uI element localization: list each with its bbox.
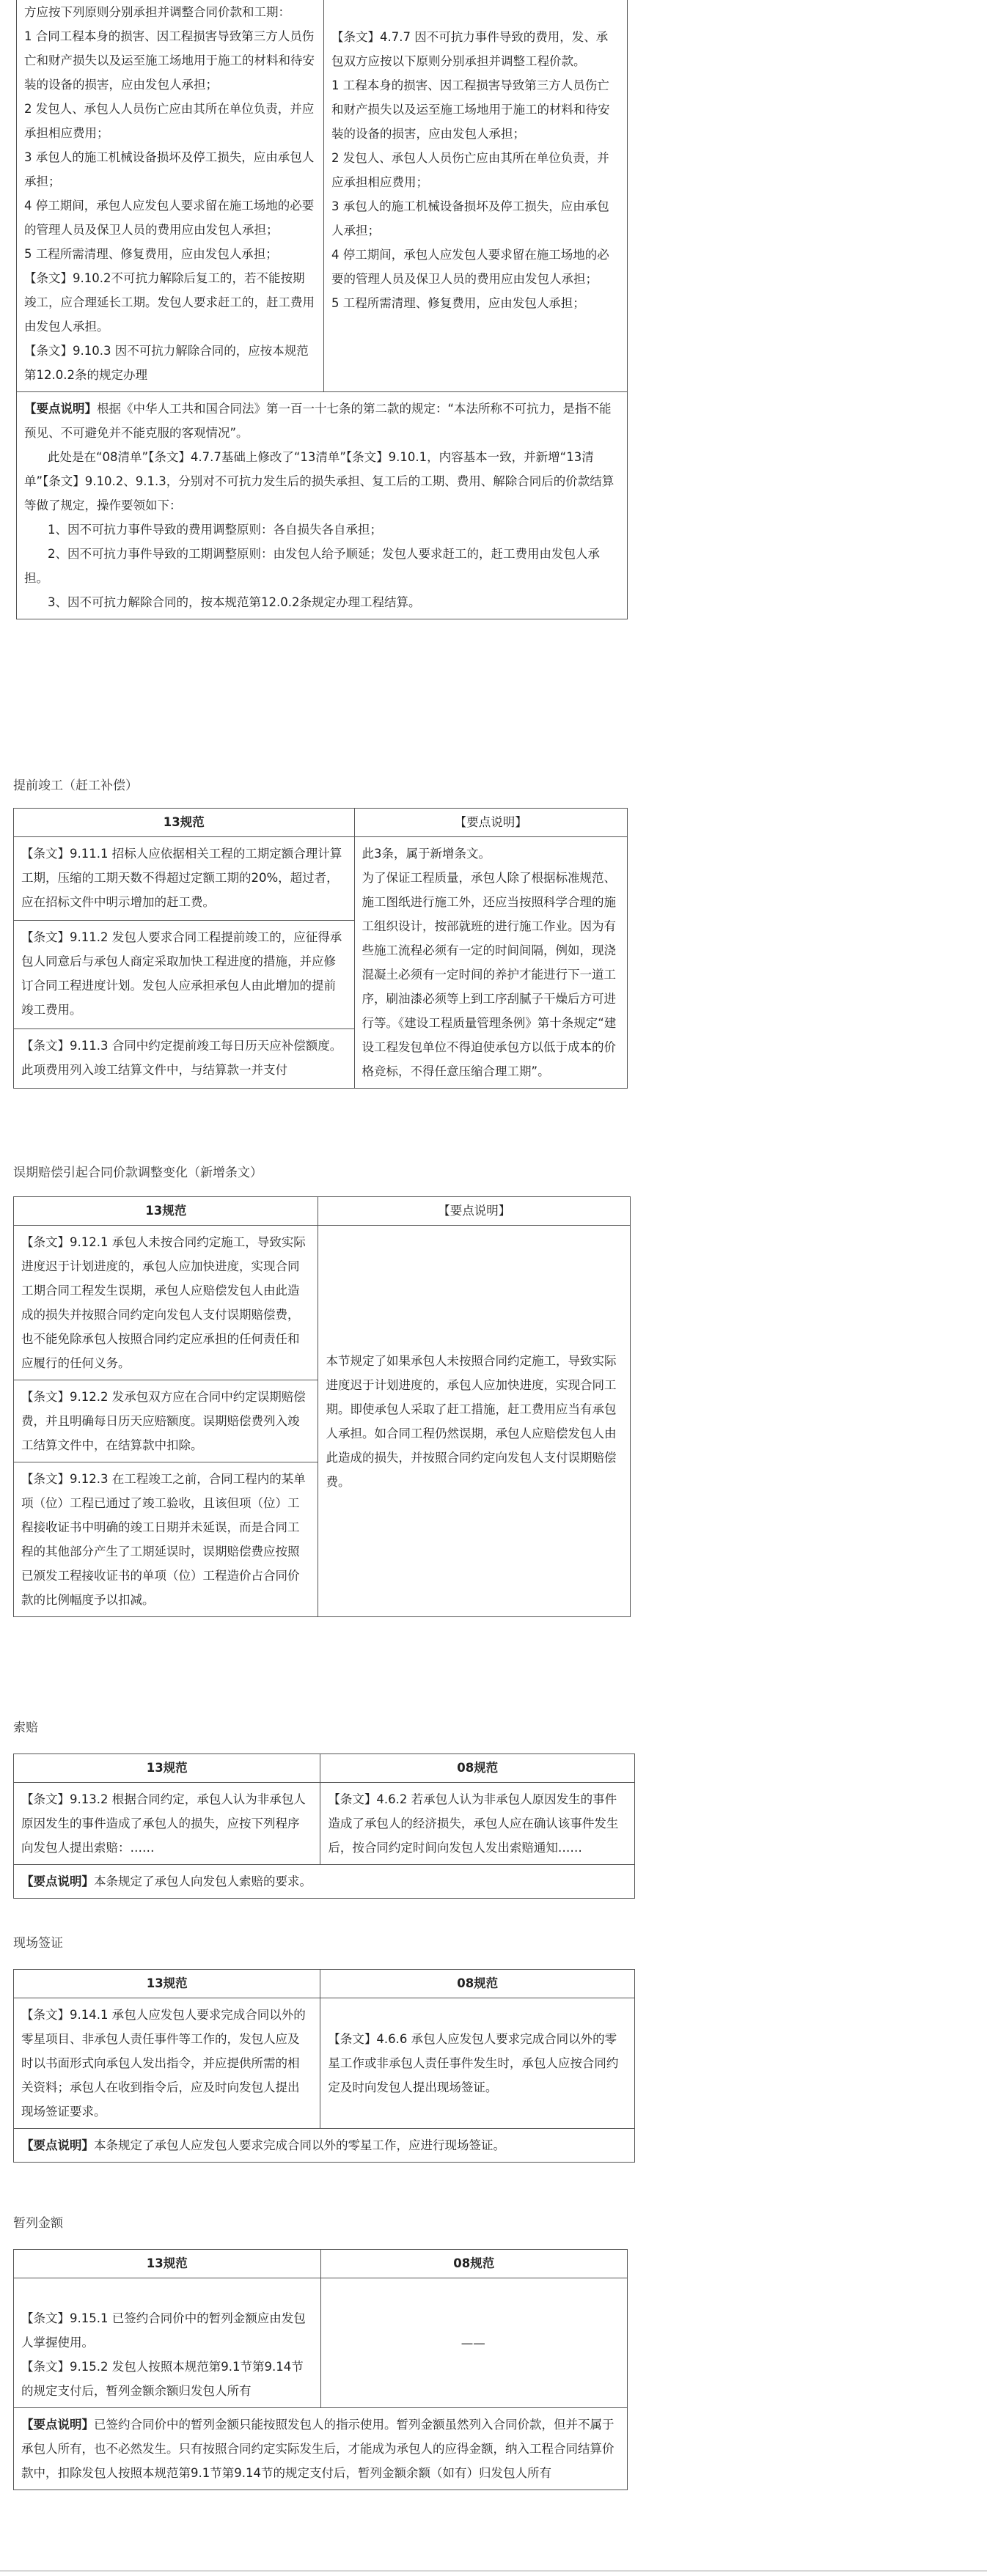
clause-cell: 【条文】9.11.2 发包人要求合同工程提前竣工的，应征得承包人同意后与承包人商定采取加快工程进度的措施，并应修订合同工程进度计划。发包人应承担承包人由此增加的提前竣工费用。: [14, 921, 355, 1029]
section-title: 现场签证: [13, 1936, 63, 1951]
clause-cell: 【条文】9.11.3 合同中约定提前竣工每日历天应补偿额度。此项费用列入竣工结算文件中，与结算款一并支付: [14, 1029, 355, 1089]
clause-text: 【条文】9.10.2不可抗力解除后复工的，若不能按期竣工，应合理延长工期。发包人要求赶工的，赶工费用由发包人承担。: [24, 271, 315, 334]
clause-text: 1 合同工程本身的损害、因工程损害导致第三方人员伤亡和财产损失以及运至施工场地用于施工的材料和待安装的设备的损害，应由发包人承担；: [24, 29, 315, 92]
column-header: 13规范: [14, 1754, 320, 1783]
delay-damages-table: [13, 1196, 631, 1617]
clause-cell: 【条文】4.6.2 若承包人认为非承包人原因发生的事件造成了承包人的经济损失，承包人应在确认该事件发生后，按合同约定时间向发包人发出索赔通知……: [320, 1783, 635, 1865]
page-divider: [0, 2570, 987, 2572]
column-header: 【要点说明】: [354, 809, 627, 837]
claims-table-block: [13, 1753, 635, 1899]
clause-cell: 【条文】9.12.1 承包人未按合同约定施工，导致实际进度迟于计划进度的，承包人应加快进度，实现合同工期合同工程发生误期，承包人应赔偿发包人由此造成的损失并按照合同约定向发包人支付误期赔偿费，也不能免除承包人按照合同约定应承担的任何责任和应履行的任何义务。: [14, 1226, 318, 1380]
table-row: [14, 2278, 628, 2408]
clause-cell: 【条文】4.6.6 承包人应发包人要求完成合同以外的零星工作或非承包人责任事件发生时，承包人应按合同约定及时向发包人提出现场签证。: [320, 1998, 635, 2129]
clause-13-cell: [17, 0, 324, 392]
clause-08-cell: [323, 0, 627, 392]
clause-cell: 【条文】9.14.1 承包人应发包人要求完成合同以外的零星项目、非承包人责任事件等工作的，发包人应及时以书面形式向承包人发出指令，并应提供所需的相关资料；承包人在收到指令后，应及时向发包人提出现场签证要求。: [14, 1998, 320, 2129]
column-header: 08规范: [320, 2250, 628, 2278]
site-visa-table: [13, 1969, 635, 2163]
section-title: 提前竣工（赶工补偿）: [13, 779, 138, 793]
clause-text: 3 承包人的施工机械设备损坏及停工损失，应由承包人承担；: [24, 150, 315, 188]
provisional-sum-table-block: [13, 2249, 628, 2490]
table-row: [14, 837, 628, 921]
clause-text: 4 停工期间，承包人应发包人要求留在施工场地的必要的管理人员及保卫人员的费用应由发包人承担；: [24, 199, 315, 237]
force-majeure-table: [16, 0, 628, 619]
section-title: 索赔: [13, 1721, 38, 1735]
delay-damages-table-block: [13, 1196, 631, 1617]
clause-cell: 【条文】9.12.2 发承包双方应在合同中约定误期赔偿费，并且明确每日历天应赔额度。误期赔偿费列入竣工结算文件中，在结算款中扣除。: [14, 1380, 318, 1462]
column-header: 13规范: [14, 1197, 318, 1226]
key-points-paragraph: 1、因不可抗力事件导致的费用调整原则：各自损失各自承担；: [48, 523, 382, 537]
site-visa-table-block: [13, 1969, 635, 2163]
key-points-label: 【要点说明】: [24, 402, 97, 416]
clause-text: 5 工程所需清理、修复费用，应由发包人承担；: [24, 247, 278, 261]
key-points-cell: 本节规定了如果承包人未按照合同约定施工，导致实际进度迟于计划进度的，承包人应加快进度，实现合同工期。即使承包人采取了赶工措施，赶工费用应当有承包人承担。如合同工程仍然误期，承包人应赔偿发包人由此造成的损失，并按照合同约定向发包人支付误期赔偿费。: [318, 1226, 631, 1617]
empty-clause-cell: ——: [320, 2278, 628, 2408]
clause-text: 【条文】9.10.3 因不可抗力解除合同的，应按本规范第12.0.2条的规定办理: [24, 344, 309, 382]
clause-text: 3 承包人的施工机械设备损坏及停工损失，应由承包人承担；: [331, 199, 609, 238]
table-row: [14, 1783, 635, 1865]
column-header: 13规范: [14, 2250, 321, 2278]
key-points-paragraph: 【要点说明】根据《中华人工共和国合同法》第一百一十七条的第二款的规定：“本法所称不可抗力，是指不能预见、不可避免并不能克服的客观情况”。: [24, 402, 612, 440]
table-header-row: [14, 809, 628, 837]
column-header: 13规范: [14, 1970, 320, 1998]
column-header: 08规范: [320, 1970, 635, 1998]
table-row: [14, 1226, 631, 1380]
clause-text: 【条文】9.15.2 发包人按照本规范第9.1节第9.14节的规定支付后，暂列金额余额归发包人所有: [21, 2360, 304, 2398]
key-points-label: 【要点说明】: [21, 2418, 94, 2432]
key-points-paragraph: 为了保证工程质量，承包人除了根据标准规范、施工图纸进行施工外，还应当按照科学合理的施工组织设计，按部就班的进行施工作业。因为有些施工流程必须有一定的时间间隔，例如，现浇混凝土必须有一定时间的养护才能进行下一道工序，刷油漆必须等上到工序刮腻子干燥后方可进行等。《建设工程质量管理条例》第十条规定“建设工程发包单位不得迫使承包方以低于成本的价格竞标，不得任意压缩合理工期”。: [362, 871, 617, 1078]
early-completion-table-block: [13, 808, 628, 1089]
key-points-cell: [17, 392, 628, 619]
table-row: [14, 1998, 635, 2129]
key-points-paragraph: 此3条，属于新增条文。: [362, 847, 491, 861]
clause-text: 1 工程本身的损害、因工程损害导致第三方人员伤亡和财产损失以及运至施工场地用于施工的材料和待安装的设备的损害，应由发包人承担；: [331, 78, 610, 141]
provisional-sum-table: [13, 2249, 628, 2490]
key-points-label: 【要点说明】: [21, 1874, 94, 1888]
table-header-row: [14, 1970, 635, 1998]
clause-text: 【条文】9.15.1 已签约合同价中的暂列金额应由发包人掌握使用。: [21, 2311, 306, 2349]
key-points-cell: 【要点说明】本条规定了承包人应发包人要求完成合同以外的零星工作，应进行现场签证。: [14, 2129, 635, 2163]
clause-text: 2 发包人、承包人人员伤亡应由其所在单位负责，并应承担相应费用；: [331, 151, 609, 189]
force-majeure-table-block: [16, 0, 628, 619]
table-row: [14, 2408, 628, 2490]
clause-text: 5 工程所需清理、修复费用，应由发包人承担；: [331, 296, 585, 310]
key-points-cell: [354, 837, 627, 1089]
table-row: [17, 0, 628, 392]
table-row: [17, 392, 628, 619]
section-title: 暂列金额: [13, 2216, 63, 2231]
clause-cell: [14, 2278, 321, 2408]
clause-text: 【条文】4.7.7 因不可抗力事件导致的费用，发、承包双方应按以下原则分别承担并调整工程价款。: [331, 30, 609, 68]
claims-table: [13, 1753, 635, 1899]
clause-text: 2 发包人、承包人人员伤亡应由其所在单位负责，并应承担相应费用；: [24, 102, 315, 140]
key-points-paragraph: 此处是在“08清单”【条文】4.7.7基础上修改了“13清单”【条文】9.10.1，内容基本一致，并新增“13清单”【条文】9.10.2、9.1.3，分别对不可抗力发生后的损失承担、复工后的工期、费用、解除合同后的价款结算等做了规定，操作要领如下：: [24, 450, 614, 512]
table-row: [14, 1865, 635, 1899]
key-points-paragraph: 3、因不可抗力解除合同的，按本规范第12.0.2条规定办理工程结算。: [48, 595, 421, 609]
table-header-row: [14, 1754, 635, 1783]
key-points-label: 【要点说明】: [21, 2138, 94, 2152]
key-points-cell: 【要点说明】本条规定了承包人向发包人索赔的要求。: [14, 1865, 635, 1899]
clause-text: 4 停工期间，承包人应发包人要求留在施工场地的必要的管理人员及保卫人员的费用应由发包人承担；: [331, 248, 609, 286]
key-points-cell: 【要点说明】已签约合同价中的暂列金额只能按照发包人的指示使用。暂列金额虽然列入合同价款，但并不属于承包人所有，也不必然发生。只有按照合同约定实际发生后，才能成为承包人的应得金额，纳入工程合同结算价款中，扣除发包人按照本规范第9.1节第9.14节的规定支付后，暂列金额余额（如有）归发包人所有: [14, 2408, 628, 2490]
column-header: 13规范: [14, 809, 355, 837]
early-completion-table: [13, 808, 628, 1089]
clause-cell: 【条文】9.13.2 根据合同约定，承包人认为非承包人原因发生的事件造成了承包人的损失，应按下列程序向发包人提出索赔：……: [14, 1783, 320, 1865]
table-header-row: [14, 1197, 631, 1226]
column-header: 08规范: [320, 1754, 635, 1783]
section-title: 误期赔偿引起合同价款调整变化（新增条文）: [13, 1166, 263, 1180]
key-points-paragraph: 2、因不可抗力事件导致的工期调整原则：由发包人给予顺延；发包人要求赶工的，赶工费用由发包人承担。: [24, 547, 600, 585]
table-row: [14, 2129, 635, 2163]
table-header-row: [14, 2250, 628, 2278]
clause-cell: 【条文】9.11.1 招标人应依据相关工程的工期定额合理计算工期，压缩的工期天数不得超过定额工期的20%，超过者，应在招标文件中明示增加的赶工费。: [14, 837, 355, 921]
clause-text: 方应按下列原则分别承担并调整合同价款和工期：: [24, 5, 290, 19]
column-header: 【要点说明】: [318, 1197, 631, 1226]
clause-cell: 【条文】9.12.3 在工程竣工之前，合同工程内的某单项（位）工程已通过了竣工验收，且该但项（位）工程接收证书中明确的竣工日期并未延误，而是合同工程的其他部分产生了工期延误时，误期赔偿费应按照已颁发工程接收证书的单项（位）工程造价占合同价款的比例幅度予以扣减。: [14, 1462, 318, 1617]
